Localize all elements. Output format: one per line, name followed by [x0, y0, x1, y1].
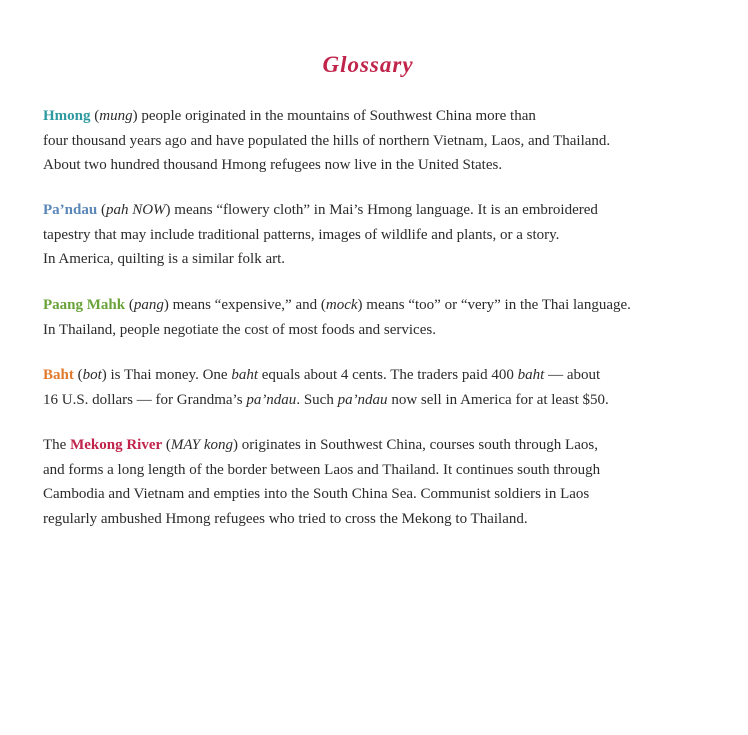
text-segment: ) people originated in the mountains of Southwest China more than — [132, 108, 536, 124]
entry-line: About two hundred thousand Hmong refugees now live in the United States. — [43, 157, 503, 173]
text-segment: — about — [544, 367, 601, 383]
term-baht: Baht — [43, 367, 74, 383]
pronunciation: MAY kong — [170, 437, 233, 453]
italic-word: baht — [231, 367, 258, 383]
text-segment: ( — [125, 297, 134, 313]
term-hmong: Hmong — [43, 108, 91, 124]
text-segment: ) means “expensive,” and ( — [163, 297, 326, 313]
italic-word: pa’ndau — [246, 391, 297, 408]
text-segment: ( — [162, 437, 171, 453]
italic-word: baht — [517, 367, 545, 383]
entry-line: regularly ambushed Hmong refugees who tried to cross the Mekong to Thailand. — [43, 510, 528, 527]
entry-line — [43, 363, 723, 388]
text-segment: ) is Thai money. One — [101, 367, 232, 383]
term-mekong-river: Mekong River — [70, 437, 163, 453]
text-segment: . Such — [296, 391, 338, 408]
glossary-entry-hmong — [43, 104, 723, 178]
pronunciation: pah NOW — [105, 202, 166, 218]
text-segment: The — [43, 437, 71, 453]
entry-line: Cambodia and Vietnam and empties into the South China Sea. Communist soldiers in Laos — [43, 486, 590, 502]
entry-line — [43, 433, 723, 458]
page-title: Glossary — [322, 52, 414, 77]
pronunciation: bot — [82, 367, 102, 383]
text-segment: ) means “flowery cloth” in Mai’s Hmong language. It is an embroidered — [165, 202, 598, 218]
italic-word: pa’ndau — [337, 391, 388, 408]
text-segment: equals about 4 cents. The traders paid 400 — [258, 367, 518, 383]
text-segment: ) originates in Southwest China, courses south through Laos, — [233, 437, 598, 453]
pronunciation: pang — [133, 297, 164, 313]
term-paang-mahk: Paang Mahk — [43, 297, 126, 313]
text-segment: ( — [97, 202, 106, 218]
entry-line — [43, 104, 723, 129]
text-segment: now sell in America for at least $50. — [387, 391, 609, 408]
glossary-entry-mekong-river — [43, 433, 723, 531]
entry-line: and forms a long length of the border between Laos and Thailand. It continues south through — [43, 461, 601, 478]
pronunciation: mock — [325, 297, 358, 313]
entry-line: In America, quilting is a similar folk art. — [43, 251, 286, 267]
entry-line: four thousand years ago and have populated the hills of northern Vietnam, Laos, and Thailand. — [43, 132, 611, 149]
pronunciation: mung — [99, 108, 133, 124]
text-segment: ( — [73, 367, 83, 383]
term-pandau: Pa’ndau — [43, 202, 98, 218]
entry-line: tapestry that may include traditional patterns, images of wildlife and plants, or a story. — [43, 226, 560, 243]
entry-line — [43, 198, 723, 223]
glossary-entry-paang-mahk — [43, 293, 723, 342]
entry-line — [43, 388, 723, 413]
text-segment: ) means “too” or “very” in the Thai language. — [357, 297, 631, 313]
entry-line: In Thailand, people negotiate the cost of most foods and services. — [43, 321, 436, 338]
glossary-entry-baht — [43, 363, 723, 412]
entry-line — [43, 293, 723, 318]
glossary-entry-pandau — [43, 198, 723, 272]
text-segment: ( — [90, 108, 100, 124]
text-segment: 16 U.S. dollars — for Grandma’s — [43, 391, 247, 408]
